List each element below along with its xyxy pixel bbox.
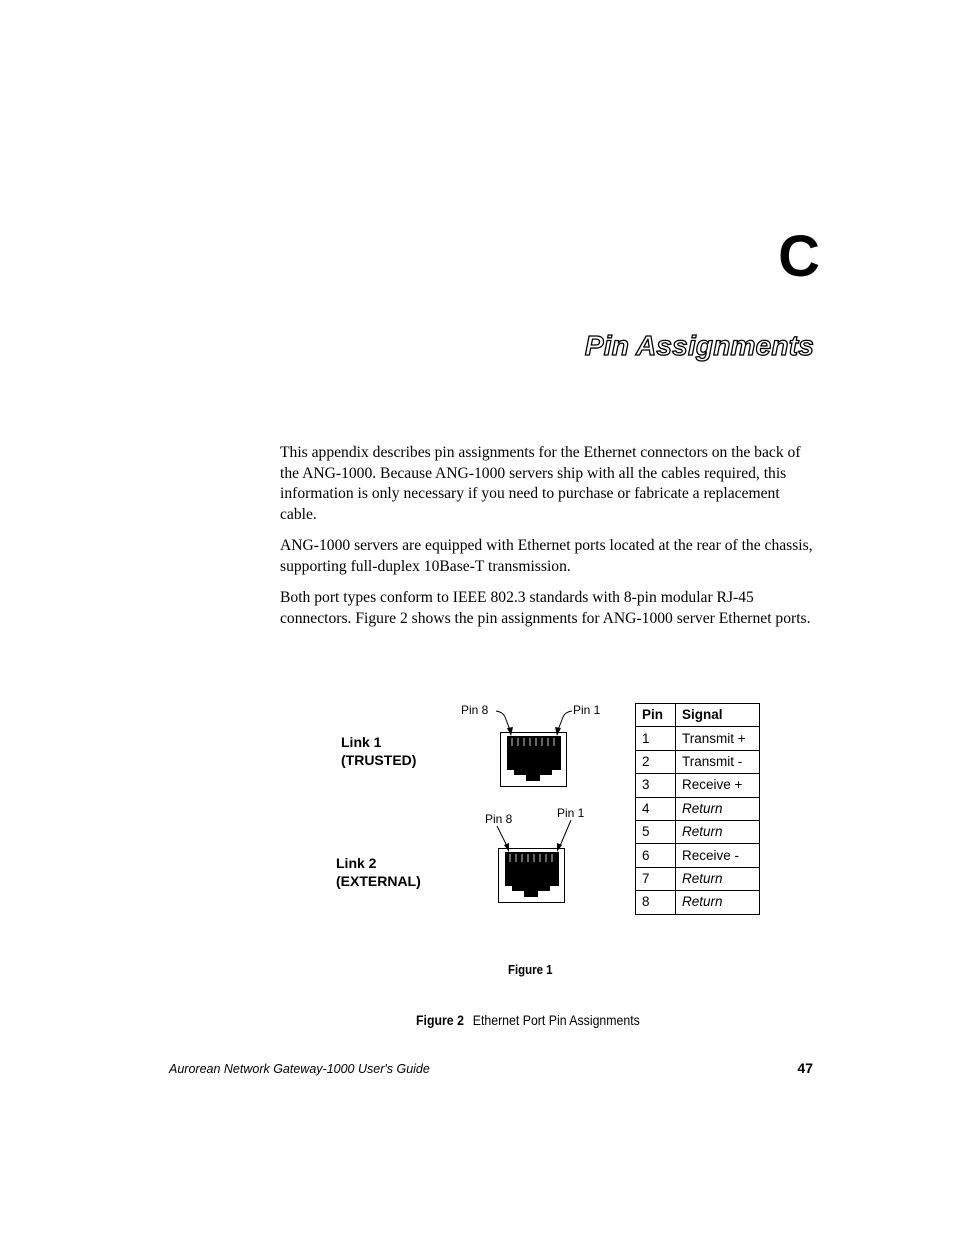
figure2-caption (416, 1011, 640, 1029)
paragraph-standards: Both port types conform to IEEE 802.3 standards with 8-pin modular RJ-45 connectors. Figure 2 shows the pin assignments for ANG-1000 server Ethernet ports. (280, 589, 811, 627)
link2-label (336, 854, 421, 890)
pin-pointer-link2-right (557, 820, 571, 852)
link1-label (341, 733, 416, 769)
figure1-caption: Figure 1 (508, 962, 553, 977)
pin-cell: 5 (636, 820, 676, 843)
rj45-jack-link2 (499, 849, 565, 903)
paragraph-ports: ANG-1000 servers are equipped with Ethernet ports located at the rear of the chassis, supporting full-duplex 10Base-T transmission. (280, 537, 813, 575)
pin-cell: 1 (636, 727, 676, 750)
pin-cell: 2 (636, 750, 676, 773)
signal-cell: Return (676, 797, 760, 820)
link1-pin8-label: Pin 8 (461, 703, 489, 717)
pin-cell: 8 (636, 891, 676, 914)
pin-cell: 7 (636, 867, 676, 890)
pin-cell: 4 (636, 797, 676, 820)
table-row (636, 867, 760, 890)
signal-cell: Transmit - (676, 750, 760, 773)
table-row (636, 797, 760, 820)
page-title: Pin Assignments (584, 330, 814, 361)
link2-name: Link 2 (336, 855, 377, 871)
table-row (636, 774, 760, 797)
signal-cell: Transmit + (676, 727, 760, 750)
link2-pin1-label: Pin 1 (557, 806, 585, 820)
figure2-number: Figure 2 (416, 1012, 464, 1028)
chapter-letter: C (778, 224, 820, 289)
link2-type: (EXTERNAL) (336, 873, 421, 889)
table-row (636, 844, 760, 867)
pin-cell: 3 (636, 774, 676, 797)
header-pin: Pin (636, 704, 676, 727)
rj45-jack-link1 (501, 733, 567, 787)
footer-book-title: Aurorean Network Gateway-1000 User's Guide (169, 1062, 430, 1076)
table-header-row (636, 704, 760, 727)
table-row (636, 727, 760, 750)
footer-page-number: 47 (797, 1060, 813, 1076)
table-row (636, 820, 760, 843)
signal-cell: Receive + (676, 774, 760, 797)
signal-cell: Return (676, 867, 760, 890)
header-signal: Signal (676, 704, 760, 727)
table-row (636, 750, 760, 773)
signal-cell: Return (676, 891, 760, 914)
pin-assignment-table (635, 703, 760, 915)
signal-cell: Receive - (676, 844, 760, 867)
paragraph-intro: This appendix describes pin assignments for the Ethernet connectors on the back of the ANG-1000. Because ANG-1000 servers ship with all the cables required, this information is only necessary if you need to purchase or fabricate a replacement cable. (280, 444, 801, 523)
link1-pin1-label: Pin 1 (573, 703, 601, 717)
link1-name: Link 1 (341, 734, 382, 750)
pin-cell: 6 (636, 844, 676, 867)
link2-pin8-label: Pin 8 (485, 812, 513, 826)
signal-cell: Return (676, 820, 760, 843)
figure2-title: Ethernet Port Pin Assignments (472, 1012, 640, 1028)
table-row (636, 891, 760, 914)
link1-type: (TRUSTED) (341, 752, 417, 768)
